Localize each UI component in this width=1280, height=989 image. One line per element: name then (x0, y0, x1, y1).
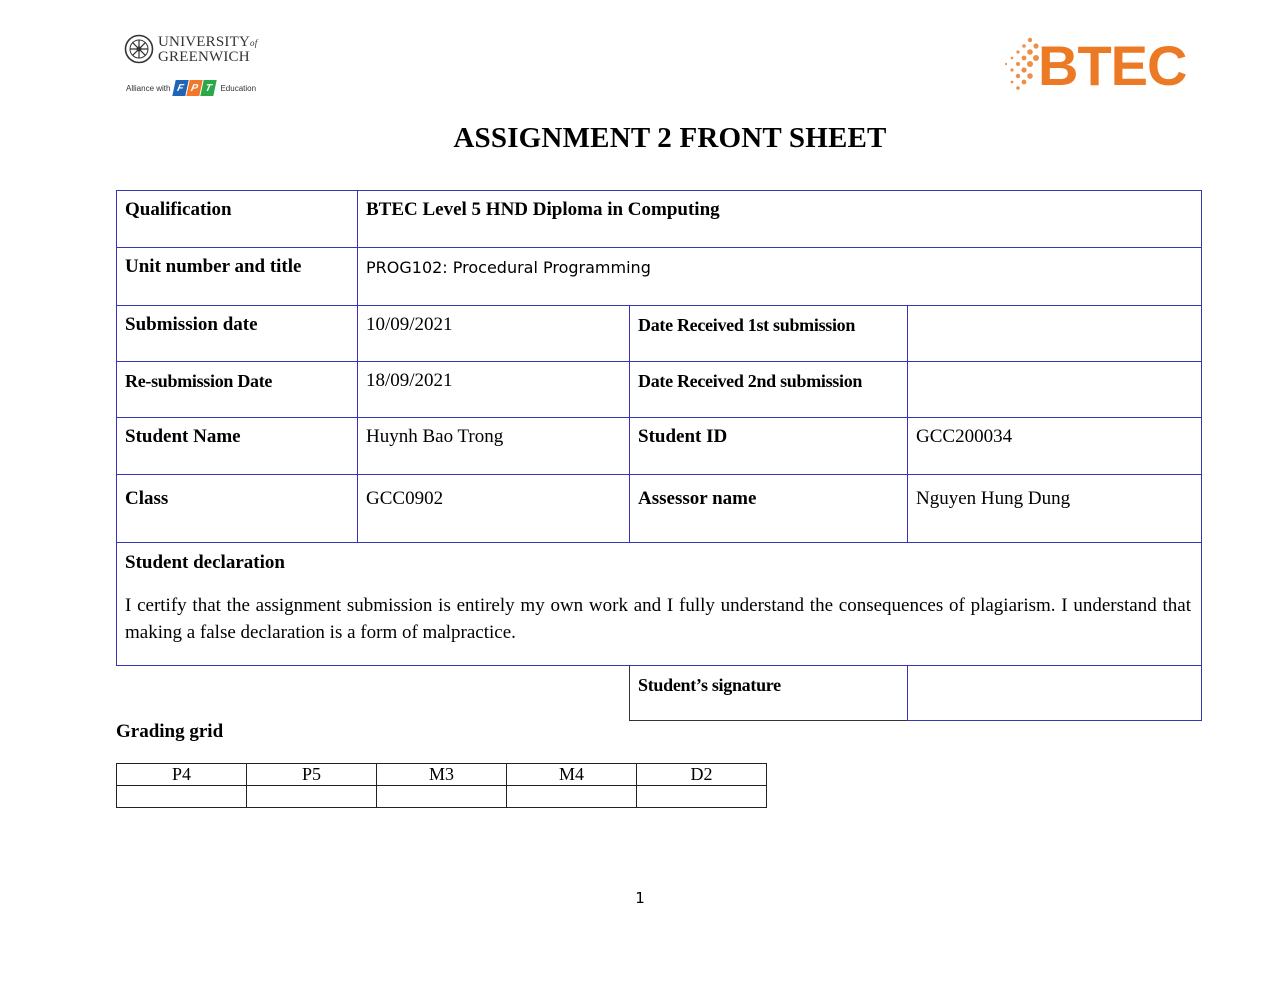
class-label: Class (116, 474, 358, 543)
alliance-label: Alliance with (126, 83, 171, 93)
student-name-value: Huynh Bao Trong (357, 417, 630, 475)
page-title: ASSIGNMENT 2 FRONT SHEET (453, 122, 887, 154)
student-id-label: Student ID (629, 417, 908, 475)
btec-dot (1005, 63, 1007, 65)
btec-logo (1000, 34, 1200, 98)
btec-dot (1010, 68, 1013, 71)
btec-wordmark: BTEC (1038, 34, 1187, 97)
class-value: GCC0902 (357, 474, 630, 543)
btec-dot (1022, 56, 1027, 61)
grade-value-p5[interactable] (247, 786, 377, 808)
grading-grid-title: Grading grid (116, 721, 224, 742)
student-name-label: Student Name (116, 417, 358, 475)
grading-value-row (117, 786, 767, 808)
grading-header-row (117, 764, 767, 786)
signature-label: Student’s signature (629, 665, 908, 721)
fpt-letter-t: T (201, 80, 217, 96)
btec-dots-icon (1000, 34, 1040, 98)
qualification-value: BTEC Level 5 HND Diploma in Computing (357, 190, 1202, 248)
btec-dot (1016, 74, 1020, 78)
fpt-letter-f: F (173, 80, 189, 96)
resubmission-date-label: Re-submission Date (116, 361, 358, 418)
grade-header-p5: P5 (247, 764, 377, 786)
university-wordmark (158, 35, 257, 64)
btec-dot (1027, 49, 1033, 55)
grading-grid-table (116, 763, 767, 808)
university-seal-icon (124, 34, 154, 64)
btec-dot (1028, 38, 1032, 42)
grade-header-m3: M3 (377, 764, 507, 786)
btec-dot (1027, 73, 1033, 79)
fpt-logo (174, 80, 216, 96)
university-logo (124, 34, 264, 100)
page-number: 1 (635, 889, 645, 907)
education-label: Education (220, 83, 257, 93)
btec-dot (1022, 80, 1027, 85)
date-received-1-value (907, 305, 1202, 362)
declaration-text: I certify that the assignment submission is entirely my own work and I fully understand the consequences of plagiarism. I understand that making a false declaration is a form of malpractice. (125, 595, 1191, 643)
grade-value-p4[interactable] (117, 786, 247, 808)
student-id-value: GCC200034 (907, 417, 1202, 475)
qualification-label: Qualification (116, 190, 358, 248)
assessor-label: Assessor name (629, 474, 908, 543)
grade-header-d2: D2 (637, 764, 767, 786)
unit-label: Unit number and title (116, 247, 358, 306)
assessor-value: Nguyen Hung Dung (907, 474, 1202, 543)
btec-dot (1011, 81, 1014, 84)
date-received-2-value (907, 361, 1202, 418)
date-received-1-label: Date Received 1st submission (629, 305, 908, 362)
btec-dot (1027, 61, 1033, 67)
btec-dot (1016, 50, 1019, 53)
uog-line2: GREENWICH (158, 48, 250, 65)
resubmission-date-value: 18/09/2021 (357, 361, 630, 418)
grade-value-m4[interactable] (507, 786, 637, 808)
btec-dot (1016, 86, 1020, 90)
alliance-row (126, 80, 256, 96)
submission-date-value: 10/09/2021 (357, 305, 630, 362)
fpt-letter-p: P (187, 80, 203, 96)
grade-header-m4: M4 (507, 764, 637, 786)
uog-of: of (250, 37, 258, 48)
unit-value: PROG102: Procedural Programming (357, 247, 1202, 306)
btec-dot (1022, 44, 1026, 48)
grade-value-m3[interactable] (377, 786, 507, 808)
declaration-section (116, 542, 1202, 666)
btec-dot (1021, 67, 1026, 72)
signature-field[interactable] (907, 665, 1202, 721)
declaration-heading: Student declaration (125, 552, 285, 573)
submission-date-label: Submission date (116, 305, 358, 362)
btec-dot (1011, 57, 1014, 60)
date-received-2-label: Date Received 2nd submission (629, 361, 908, 418)
grade-header-p4: P4 (117, 764, 247, 786)
btec-dot (1016, 62, 1020, 66)
grade-value-d2[interactable] (637, 786, 767, 808)
uog-line1: UNIVERSITY (158, 33, 250, 50)
